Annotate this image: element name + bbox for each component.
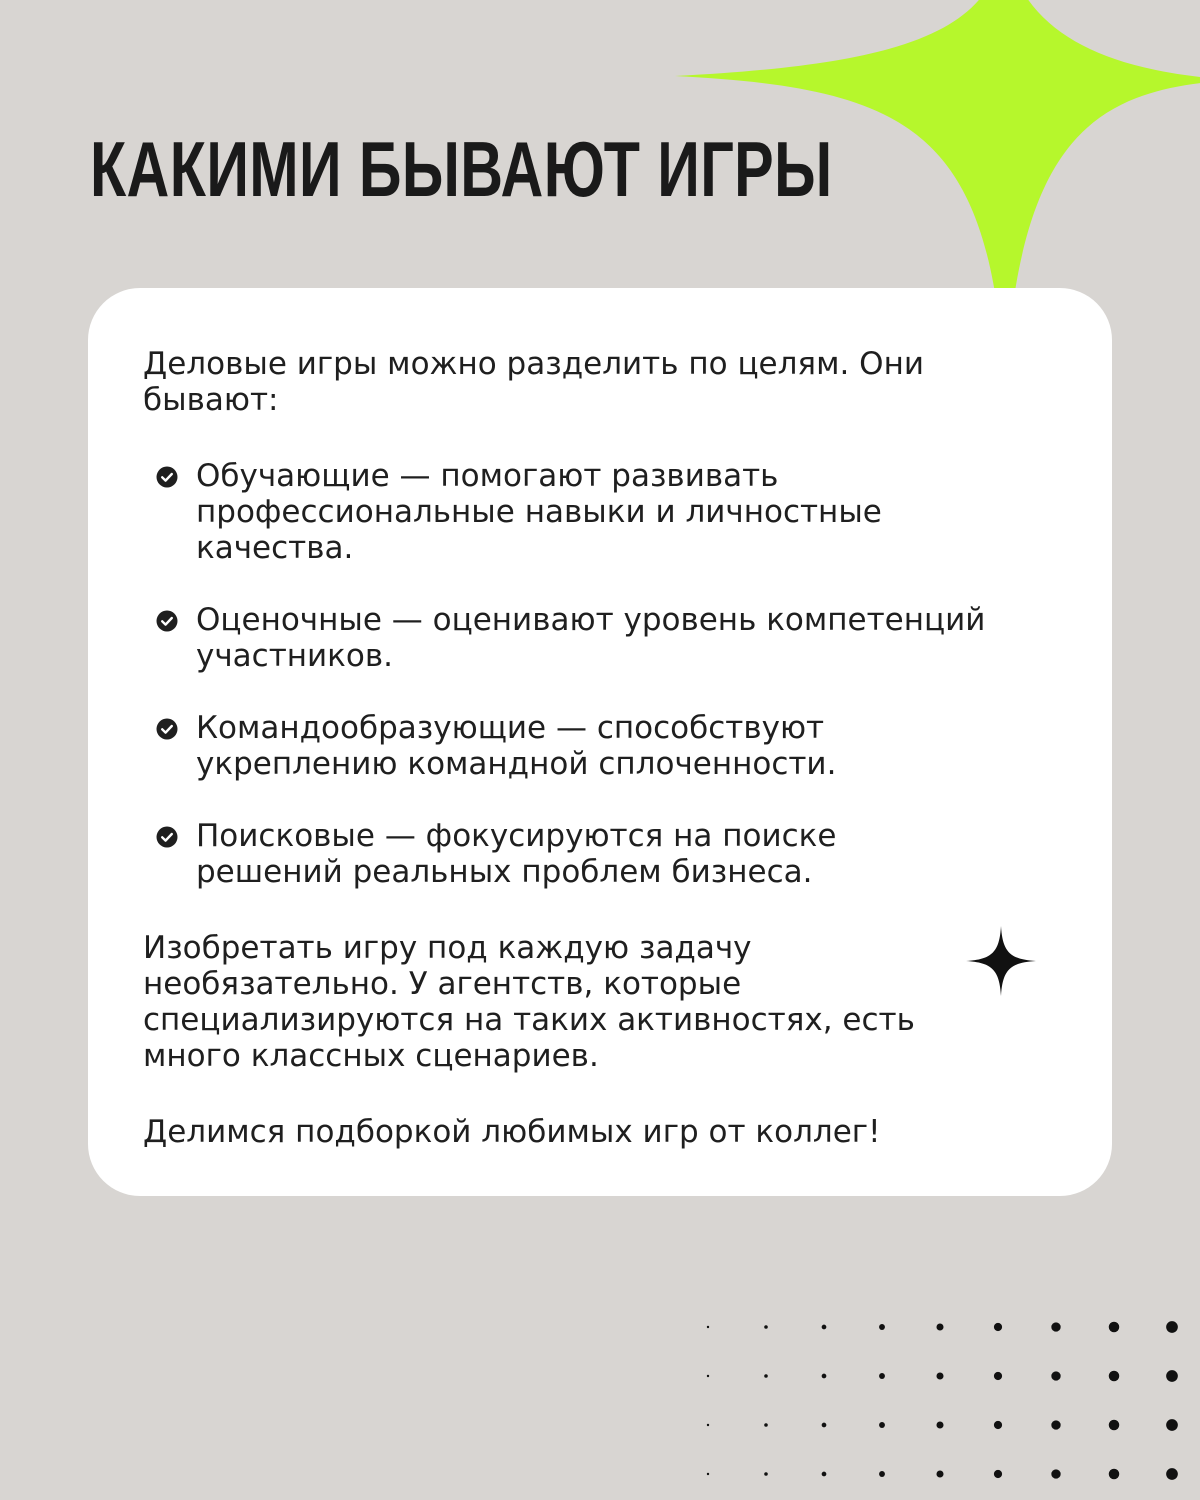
grid-dot [1051, 1420, 1060, 1429]
grid-dot [936, 1470, 943, 1477]
grid-dot [1109, 1420, 1120, 1431]
grid-dot [994, 1323, 1002, 1331]
game-types-list [143, 458, 993, 890]
grid-dot [994, 1421, 1002, 1429]
grid-dot [994, 1470, 1002, 1478]
grid-dot [879, 1471, 885, 1477]
grid-dot [936, 1372, 943, 1379]
grid-dot [1051, 1371, 1060, 1380]
grid-dot [822, 1374, 827, 1379]
grid-dot [879, 1324, 885, 1330]
grid-dot [1166, 1370, 1178, 1382]
list-item-text: Оценочные — оценивают уровень компетенций участников. [196, 602, 986, 674]
list-item [143, 602, 993, 674]
grid-dot [1109, 1371, 1120, 1382]
closing-text: Делимся подборкой любимых игр от коллег! [143, 1114, 881, 1150]
grid-dot [1166, 1419, 1178, 1431]
card-content [143, 346, 993, 1150]
list-item [143, 458, 993, 566]
grid-dot [1109, 1322, 1120, 1333]
grid-dot [879, 1422, 885, 1428]
list-item-text: Поисковые — фокусируются на поиске решений реальных проблем бизнеса. [196, 818, 837, 890]
grid-dot [936, 1323, 943, 1330]
list-item [143, 818, 993, 890]
intro-text: Деловые игры можно разделить по целям. Они бывают: [143, 346, 924, 418]
grid-dot [822, 1325, 827, 1330]
list-item [143, 710, 993, 782]
list-item-text: Обучающие — помогают развивать профессиональные навыки и личностные качества. [196, 458, 882, 566]
grid-dot [707, 1424, 709, 1426]
grid-dot [879, 1373, 885, 1379]
dot-grid-decoration [690, 1310, 1200, 1500]
check-circle-icon [156, 718, 178, 740]
grid-dot [1051, 1469, 1060, 1478]
page-title: КАКИМИ БЫВАЮТ ИГРЫ [90, 125, 833, 213]
grid-dot [1051, 1322, 1060, 1331]
grid-dot [764, 1325, 768, 1329]
outro-text: Изобретать игру под каждую задачу необязательно. У агентств, которые специализируются на таких активностях, есть много классных сценариев. [143, 930, 915, 1074]
grid-dot [1109, 1469, 1120, 1480]
grid-dot [764, 1472, 768, 1476]
check-circle-icon [156, 610, 178, 632]
grid-dot [822, 1472, 827, 1477]
grid-dot [822, 1423, 827, 1428]
check-circle-icon [156, 466, 178, 488]
grid-dot [764, 1423, 768, 1427]
grid-dot [1166, 1468, 1178, 1480]
small-star-icon [966, 926, 1036, 996]
check-circle-icon [156, 826, 178, 848]
grid-dot [994, 1372, 1002, 1380]
list-item-text: Командообразующие — способствуют укреплению командной сплоченности. [196, 710, 837, 782]
grid-dot [707, 1326, 709, 1328]
grid-dot [707, 1375, 709, 1377]
grid-dot [764, 1374, 768, 1378]
grid-dot [707, 1473, 709, 1475]
grid-dot [936, 1421, 943, 1428]
grid-dot [1166, 1321, 1178, 1333]
